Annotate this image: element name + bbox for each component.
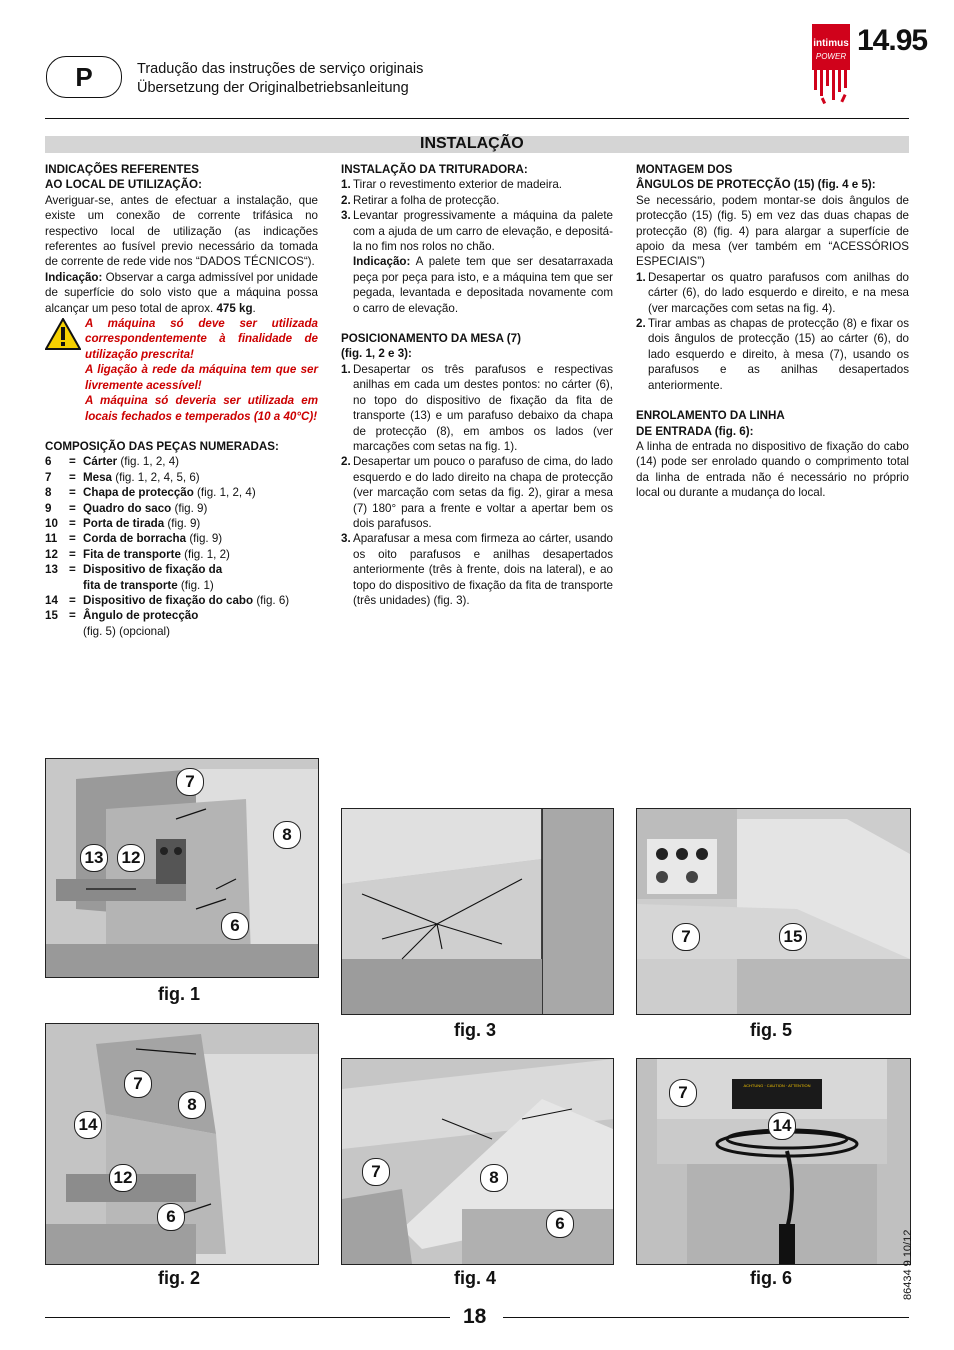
warning-block <box>45 316 318 424</box>
column-2 <box>341 162 613 608</box>
part-item <box>45 501 318 516</box>
part-label <box>83 562 318 577</box>
fig1-label-12: 12 <box>117 844 145 872</box>
part-figure-ref: (fig. 6) <box>253 593 290 607</box>
fig1-label-13: 13 <box>80 844 108 872</box>
part-figure-ref: (fig. 9) <box>186 532 223 546</box>
part-label <box>83 485 318 500</box>
part-equals <box>69 624 83 639</box>
figure-2-photo <box>45 1023 319 1265</box>
step-text: Desapertar os quatro parafusos com anilhas do cárter (6), do lado esquerdo e direito, e na mesa (ver marcações com setas na fig. 4). <box>648 270 909 315</box>
step-number: 1. <box>341 178 351 192</box>
intimus-logo <box>812 24 850 106</box>
part-label <box>83 608 318 623</box>
fig1-label-6: 6 <box>221 912 249 940</box>
part-item <box>45 531 318 546</box>
fig2-label-14: 14 <box>74 1111 102 1139</box>
part-name: Ângulo de protecção <box>83 609 199 623</box>
part-name: Dispositivo de fixação da <box>83 563 223 577</box>
part-item <box>45 593 318 608</box>
heading-cable-1: ENROLAMENTO DA LINHA <box>636 409 785 423</box>
part-figure-ref: (fig. 1, 2) <box>180 547 230 561</box>
part-equals <box>69 578 83 593</box>
table-steps <box>341 362 613 609</box>
part-number: 13 <box>45 563 58 577</box>
step-item <box>341 193 613 208</box>
part-item <box>45 454 318 469</box>
part-name: Fita de transporte <box>83 547 181 561</box>
fig2-label-12: 12 <box>109 1164 137 1192</box>
part-label <box>83 470 318 485</box>
part-name: Quadro do saco <box>83 501 172 515</box>
step-number: 2. <box>341 455 351 469</box>
document-title <box>137 60 423 98</box>
step-number: 1. <box>636 270 646 284</box>
part-equals: = <box>69 516 76 530</box>
header-rule <box>45 118 909 119</box>
model-number: 14.95 <box>857 24 928 57</box>
part-label <box>83 501 318 516</box>
part-number: 6 <box>45 455 52 469</box>
load-note: Indicação: Observar a carga admissível por unidade de superfície do solo visto que a máquina possa alcançar um peso total de aprox. 475 kg. <box>45 270 318 315</box>
cable-paragraph: A linha de entrada no dispositivo de fixação do cabo (14) pode ser enrolado quando o comprimento total da linha de entrada não é necessário no próprio local ou durante a mudança do local. <box>636 439 909 500</box>
part-name: Dispositivo de fixação do cabo <box>83 593 254 607</box>
part-equals: = <box>69 486 76 500</box>
part-label <box>83 547 318 562</box>
part-number: 7 <box>45 470 52 484</box>
heading-location-1: INDICAÇÕES REFERENTES <box>45 163 199 176</box>
part-number: 8 <box>45 486 52 500</box>
fig1-label-8: 8 <box>273 821 301 849</box>
part-number: 14 <box>45 593 58 607</box>
part-label <box>83 593 318 608</box>
parts-list <box>45 454 318 639</box>
heading-cable-2: DE ENTRADA (fig. 6): <box>636 424 754 438</box>
heading-table-2: (fig. 1, 2 e 3): <box>341 347 412 361</box>
step-item <box>341 454 613 531</box>
page-number: 18 <box>463 1305 487 1328</box>
column-1 <box>45 162 318 639</box>
step-number: 3. <box>341 532 351 546</box>
install-steps <box>341 177 613 254</box>
heading-parts: COMPOSIÇÃO DAS PEÇAS NUMERADAS: <box>45 439 279 453</box>
part-equals: = <box>69 609 76 623</box>
brand-name: intimus <box>813 38 849 49</box>
part-equals: = <box>69 547 76 561</box>
step-item <box>341 208 613 254</box>
fig6-label-14: 14 <box>768 1112 796 1140</box>
part-label <box>83 531 318 546</box>
part-equals: = <box>69 593 76 607</box>
part-label <box>83 578 318 593</box>
fig2-label-8: 8 <box>178 1091 206 1119</box>
title-portuguese: Tradução das instruções de serviço originais <box>137 61 424 77</box>
part-number <box>45 624 69 639</box>
figure-4-caption: fig. 4 <box>454 1268 497 1288</box>
figure-6-caption: fig. 6 <box>750 1268 793 1288</box>
step-number: 1. <box>341 362 351 376</box>
part-name: Porta de tirada <box>83 516 165 530</box>
heading-install: INSTALAÇÃO DA TRITURADORA: <box>341 163 528 176</box>
column-3 <box>636 162 909 501</box>
warning-1: A máquina só deve ser utilizada correspondentemente à finalidade de utilização prescrita! <box>85 317 318 361</box>
document-number: 86434 9 10/12 <box>902 1229 914 1300</box>
step-number: 3. <box>341 209 351 223</box>
step-item <box>341 531 613 608</box>
heading-angles-1: MONTAGEM DOS <box>636 163 733 176</box>
part-item <box>45 578 318 593</box>
step-item <box>636 316 909 393</box>
title-german: Übersetzung der Originalbetriebsanleitung <box>137 80 409 96</box>
fig6-plate-text: ACHTUNG · CAUTION · ATTENTION <box>743 1083 811 1088</box>
part-item <box>45 562 318 577</box>
part-item <box>45 624 318 639</box>
step-text: Desapertar um pouco o parafuso de cima, do lado esquerdo e do lado direito na chapa de protecção (ver marcação com setas da fig. 2), girar a mesa (7) 180° para a frente e voltar a apertar bem os dois parafusos. <box>353 455 613 530</box>
part-figure-ref: (fig. 1, 2, 4) <box>117 455 180 469</box>
figure-5-photo <box>636 808 911 1015</box>
figure-2-caption: fig. 2 <box>158 1268 201 1288</box>
step-number: 2. <box>636 317 646 331</box>
step-text: Levantar progressivamente a máquina da palete com a ajuda de um carro de elevação, e depositá-la no fim nos rolos no chão. <box>353 209 613 254</box>
step-text: Tirar o revestimento exterior de madeira. <box>353 178 562 192</box>
part-item <box>45 516 318 531</box>
part-name: Corda de borracha <box>83 532 187 546</box>
fig2-label-6: 6 <box>157 1203 185 1231</box>
part-equals: = <box>69 532 76 546</box>
part-name: Chapa de protecção <box>83 486 194 500</box>
warning-3: A máquina só deveria ser utilizada em locais fechados e temperados (10 a 40°C)! <box>85 394 318 423</box>
part-number: 12 <box>45 547 58 561</box>
footer-rule-right <box>503 1317 909 1318</box>
part-item <box>45 547 318 562</box>
location-paragraph: Averiguar-se, antes de efectuar a instalação, que existe um conexão de corrente trifásica no respectivo local de utilização (as indicações referentes ao fusível previo necessário da tomada de corrente de rede vide nos “DADOS TÉCNICOS“). <box>45 193 318 269</box>
step-item <box>341 177 613 192</box>
part-figure-ref: (fig. 1, 2, 4, 5, 6) <box>112 470 200 484</box>
step-item <box>341 362 613 454</box>
part-item <box>45 470 318 485</box>
part-equals: = <box>69 501 76 515</box>
pallet-note: Indicação: A palete tem que ser desatarraxada peça por peça para isto, e a máquina tem que ser pegada, levantada e depositada novamente com o carro de elevação. <box>353 255 613 315</box>
part-label <box>83 516 318 531</box>
part-equals: = <box>69 470 76 484</box>
step-number: 2. <box>341 193 351 207</box>
part-number: 10 <box>45 516 58 530</box>
fig4-label-8: 8 <box>480 1164 508 1192</box>
part-label <box>83 454 318 469</box>
part-number: 9 <box>45 501 52 515</box>
fig4-label-6: 6 <box>546 1210 574 1238</box>
step-text: Aparafusar a mesa com firmeza ao cárter, usando os oito parafusos e anilhas desapertados anteriormente (três à frente, dois na lateral), e ao topo do dispositivo de fixação da fita de transporte (três unidades) (fig. 3). <box>353 532 613 607</box>
warning-2: A ligação à rede da máquina tem que ser livremente acessível! <box>85 363 318 392</box>
brand-sub: POWER <box>815 52 847 61</box>
heading-location-2: AO LOCAL DE UTILIZAÇÃO: <box>45 178 202 192</box>
fig2-label-7: 7 <box>124 1070 152 1098</box>
step-item <box>636 270 909 316</box>
part-number: 11 <box>45 532 58 546</box>
step-text: Retirar a folha de protecção. <box>353 193 500 207</box>
part-name: Cárter <box>83 455 118 469</box>
fig5-label-7: 7 <box>672 923 700 951</box>
warning-triangle-icon <box>45 316 85 424</box>
part-figure-ref: (fig. 9) <box>171 501 208 515</box>
footer-rule-left <box>45 1317 450 1318</box>
part-figure-ref: (fig. 5) (opcional) <box>83 624 170 638</box>
part-equals: = <box>69 563 76 577</box>
figure-3-caption: fig. 3 <box>454 1020 497 1040</box>
fig5-label-15: 15 <box>779 923 807 951</box>
angles-paragraph: Se necessário, podem montar-se dois ângulos de protecção (15) (fig. 5) em vez das duas chapas de protecção (8) (fig. 4) para alargar a superfície de apoio da mesa (ver também em “ACESSÓRIOS ESPECIAIS”) <box>636 193 909 269</box>
part-name: fita de transporte <box>83 578 178 592</box>
heading-angles-2: ÂNGULOS DE PROTECÇÃO (15) (fig. 4 e 5): <box>636 178 876 192</box>
part-figure-ref: (fig. 1, 2, 4) <box>193 486 256 500</box>
part-equals: = <box>69 455 76 469</box>
figure-1-caption: fig. 1 <box>158 984 201 1004</box>
section-title: INSTALAÇÃO <box>420 135 524 152</box>
figure-5-caption: fig. 5 <box>750 1020 793 1040</box>
part-number: 15 <box>45 609 58 623</box>
part-figure-ref: (fig. 1) <box>177 578 214 592</box>
step-text: Tirar ambas as chapas de protecção (8) e fixar os dois ângulos de protecção (15) ao cárter (6), do lado esquerdo e direito, à mesa (7), usando os parafusos e as anilhas desapertados anteriormente. <box>648 317 909 392</box>
fig1-label-7: 7 <box>176 768 204 796</box>
fig4-label-7: 7 <box>362 1158 390 1186</box>
step-text: Desapertar os três parafusos e respectivas anilhas em cada um destes pontos: no cárter (6), no topo do dispositivo de fixação da fita de transporte (13) e um parafuso debaixo da chapa de protecção (8), em ambos os lados (ver marcações com setas na fig. 1). <box>353 362 613 453</box>
part-label <box>83 624 318 639</box>
language-badge: P <box>46 56 122 98</box>
fig6-label-7: 7 <box>669 1079 697 1107</box>
part-item <box>45 485 318 500</box>
angles-steps <box>636 270 909 393</box>
part-number <box>45 578 69 593</box>
heading-table-1: POSICIONAMENTO DA MESA (7) <box>341 332 521 346</box>
part-figure-ref: (fig. 9) <box>164 516 201 530</box>
figure-3-photo <box>341 808 614 1015</box>
part-item <box>45 608 318 623</box>
part-name: Mesa <box>83 470 113 484</box>
